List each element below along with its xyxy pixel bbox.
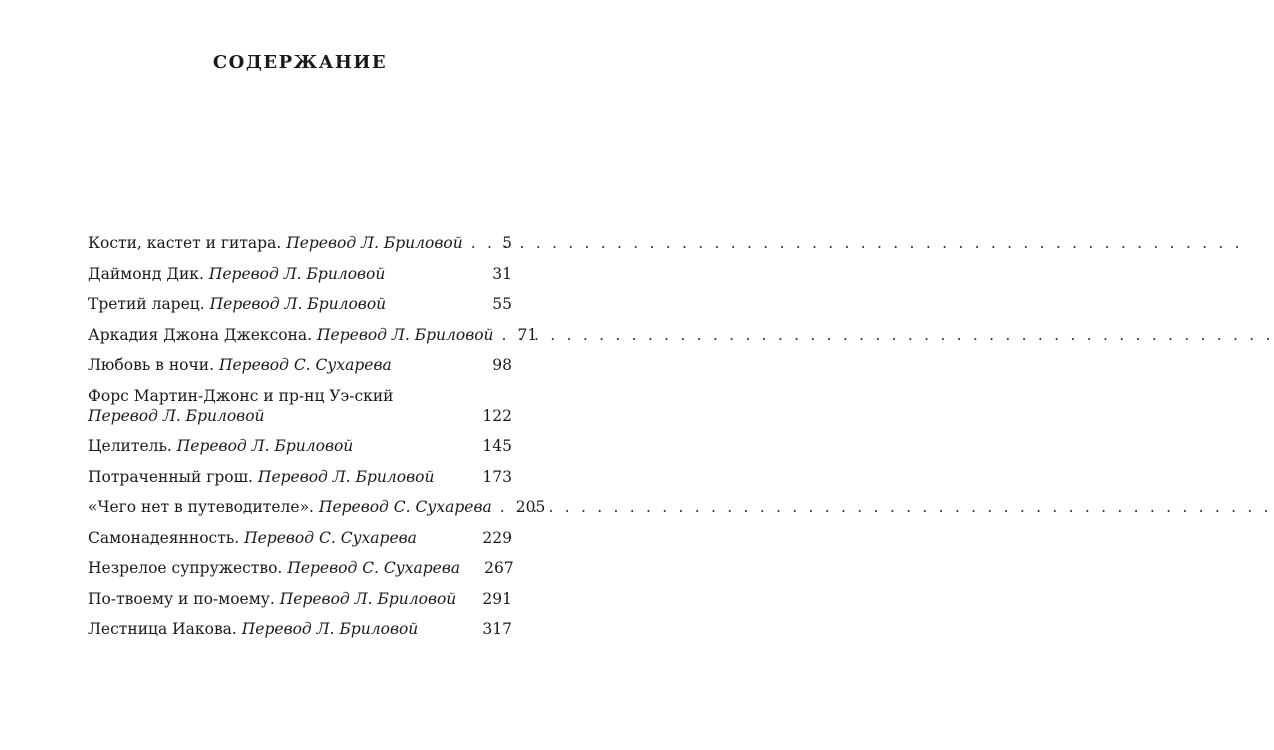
toc-entry-title: Потраченный грош. bbox=[88, 467, 253, 486]
toc-entry-text bbox=[88, 233, 463, 253]
toc-entry-text bbox=[88, 355, 392, 375]
toc-entry-translator: Перевод С. Сухарева bbox=[244, 528, 417, 547]
page-title: СОДЕРЖАНИЕ bbox=[212, 52, 388, 73]
toc-entry-translator: Перевод Л. Бриловой bbox=[286, 234, 463, 252]
toc-entry-page-number: 145 bbox=[482, 437, 512, 455]
toc-entry-translator: Перевод С. Сухарева bbox=[287, 559, 461, 577]
toc-entry-title: Третий ларец. bbox=[88, 295, 205, 313]
toc-entry-translator: Перевод Л. Бриловой bbox=[176, 437, 354, 455]
toc-entry-title: «Чего нет в путеводителе». bbox=[88, 498, 314, 516]
toc-entry-title: Даймонд Дик. bbox=[88, 264, 204, 283]
toc-entry-text bbox=[88, 436, 353, 456]
toc-entry-page-number: 122 bbox=[482, 406, 512, 425]
toc-entry-title: Лестница Иакова. bbox=[88, 620, 237, 638]
toc-entry bbox=[88, 589, 512, 609]
toc-entry bbox=[88, 528, 512, 548]
toc-entry bbox=[88, 233, 512, 253]
toc-entry-translator: Перевод Л. Бриловой bbox=[208, 264, 386, 283]
toc-entry-translator: Перевод С. Сухарева bbox=[218, 356, 392, 374]
toc-entry-page-number: 71 bbox=[517, 325, 538, 344]
toc-entry-title: Аркадия Джона Джексона. bbox=[88, 325, 313, 344]
toc-entry bbox=[88, 386, 512, 426]
toc-entry-page-number: 31 bbox=[492, 264, 512, 283]
dot-leader bbox=[471, 233, 496, 253]
toc-entry-translator: Перевод Л. Бриловой bbox=[209, 295, 387, 313]
toc-entry-title: Кости, кастет и гитара. bbox=[88, 234, 282, 252]
toc-entry-page-number: 267 bbox=[484, 559, 514, 577]
toc-entry-translator: Перевод С. Сухарева bbox=[318, 498, 492, 516]
toc-entry-translator: Перевод Л. Бриловой bbox=[241, 620, 419, 638]
toc-entry bbox=[88, 436, 512, 456]
toc-entry-translator: Перевод Л. Бриловой bbox=[279, 589, 457, 608]
toc-entry-text bbox=[88, 264, 385, 284]
toc-entry-page-number: 5 bbox=[502, 234, 512, 252]
toc-entry bbox=[88, 325, 538, 345]
toc-entry-title: Самонадеянность. bbox=[88, 528, 240, 547]
toc-entry bbox=[88, 619, 512, 639]
toc-entry bbox=[88, 467, 512, 487]
toc-entry-page-number: 98 bbox=[492, 356, 512, 374]
toc-entry-text bbox=[88, 294, 386, 314]
toc-entry-translator: Перевод Л. Бриловой bbox=[88, 406, 265, 425]
dot-leader bbox=[500, 497, 510, 517]
toc-entry bbox=[88, 264, 512, 284]
table-of-contents bbox=[88, 233, 546, 650]
toc-entry bbox=[88, 355, 512, 375]
toc-entry-text bbox=[88, 325, 494, 345]
toc-entry-page-number: 317 bbox=[482, 620, 512, 638]
dot-leader bbox=[502, 325, 512, 345]
toc-entry-text bbox=[88, 497, 492, 517]
toc-entry-title: Незрелое супружество. bbox=[88, 559, 283, 577]
toc-entry-text bbox=[88, 619, 418, 639]
toc-entry-page-number: 229 bbox=[482, 528, 512, 547]
toc-entry bbox=[88, 497, 546, 517]
toc-entry-translator: Перевод Л. Бриловой bbox=[257, 467, 435, 486]
toc-entry-text bbox=[88, 558, 460, 578]
toc-entry bbox=[88, 558, 512, 578]
toc-entry-text bbox=[88, 589, 456, 609]
toc-entry-title: Целитель. bbox=[88, 437, 172, 455]
toc-entry-title: По-твоему и по-моему. bbox=[88, 589, 275, 608]
toc-entry-title: Форс Мартин-Джонс и пр-нц Уэ-ский bbox=[88, 386, 394, 405]
book-page bbox=[0, 0, 600, 750]
toc-entry-text bbox=[88, 528, 417, 548]
toc-entry-title: Любовь в ночи. bbox=[88, 356, 215, 374]
toc-entry bbox=[88, 294, 512, 314]
toc-entry-page-number: 291 bbox=[482, 589, 512, 608]
toc-entry-page-number: 205 bbox=[515, 498, 546, 516]
toc-entry-text bbox=[88, 467, 434, 487]
toc-entry-page-number: 55 bbox=[492, 295, 512, 313]
toc-entry-page-number: 173 bbox=[482, 467, 512, 486]
toc-entry-translator: Перевод Л. Бриловой bbox=[317, 325, 494, 344]
